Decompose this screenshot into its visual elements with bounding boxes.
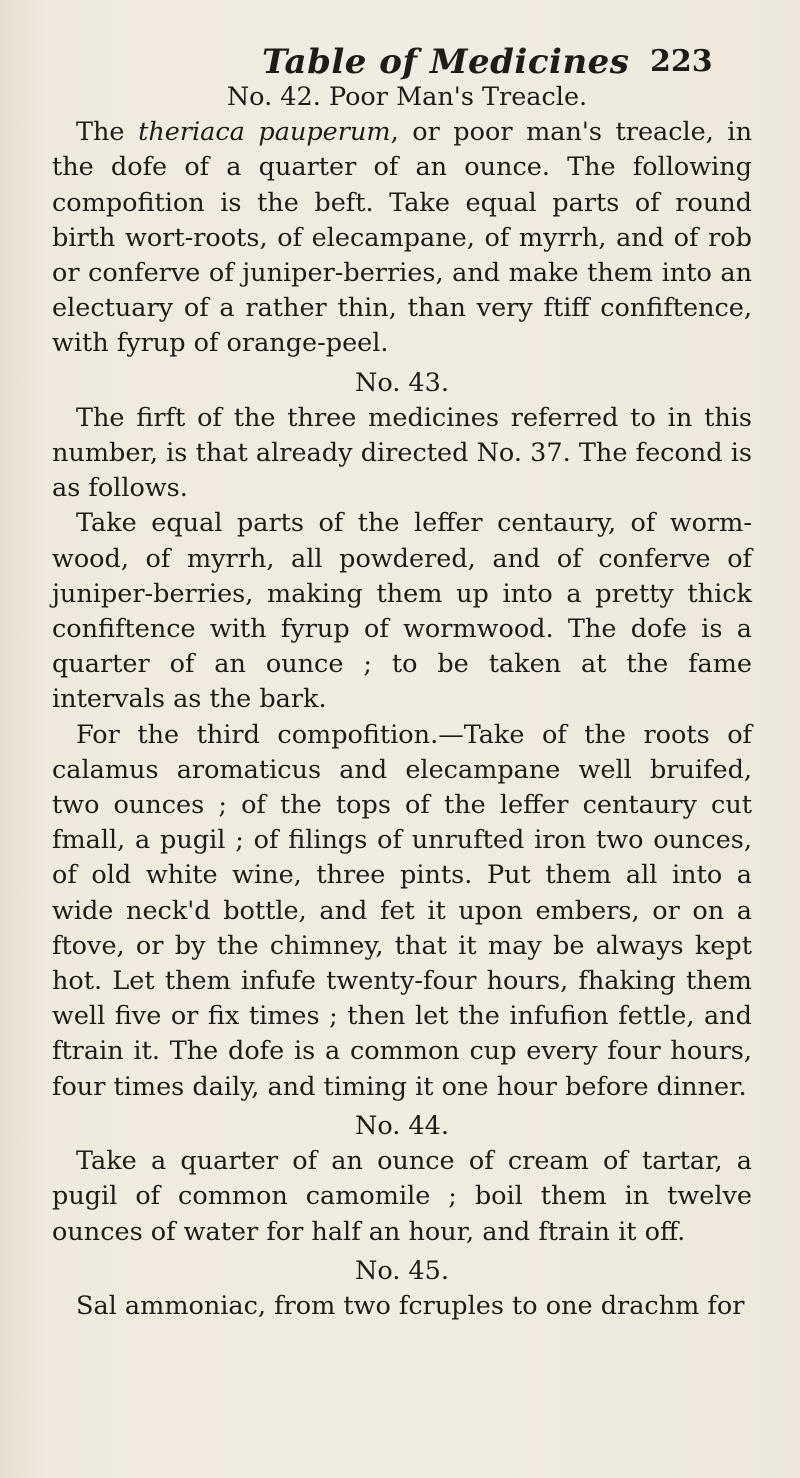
entry-title-no42: No. 42. Poor Man's Treacle. [226,82,588,112]
paragraph-no43-3: For the third compofition.—Take of the roots of calamus aromaticus and elecampane well bruifed, two ounces ; of the tops of the leffer centaury cut fmall, a pugil ; of filings of unrufted iron two ounces, of old white wine, three pints. Put them all into a wide neck'd bottle, and fet it upon embers, or on a ftove, or by the chimney, that it may be always kept hot. Let them infufe twenty-four hours, fhaking them well five or fix times ; then let the infufion fettle, and ftrain it. The dofe is a common cup every four hours, four times daily, and timing it one hour before dinner. [52,719,752,1102]
running-title: Table of Medicines [262,42,630,82]
paragraph-no44: Take a quarter of an ounce of cream of tartar, a pugil of common camomile ; boil them in twelve ounces of water for half an hour, and ftrain it off. [52,1146,752,1247]
entry-heading-no44: No. 44. [355,1110,449,1141]
text-run: The [76,117,139,148]
page-number: 223 [650,44,713,79]
text-run: , or poor man's treacle, in the dofe of a quarter of an ounce. The following compofition is the beft. Take equal parts of round birth wort-roots, of elecampane, of myrrh, and of rob or conferve of juniper-berries, and make them into an electuary of a rather thin, than very ftiff confiftence, with fyrup of orange-peel. [52,117,752,359]
paragraph-no43-1: The firft of the three medicines referred to in this number, is that already directed No. 37. The fecond is as follows. [52,402,752,504]
italic-term: theriaca pauperum [138,117,391,148]
paragraph-no43-2: Take equal parts of the leffer centaury, of wormwood, of myrrh, all powdered, and of conferve of juniper-berries, making them up into a pretty thick confiftence with fyrup of wormwood. The dofe is a quarter of an ounce ; to be taken at the fame intervals as the bark. [52,508,752,715]
page-body [52,80,752,1324]
entry-heading-no45: No. 45. [355,1255,449,1286]
paragraph-no42 [52,115,752,361]
entry-heading-no43: No. 43. [355,367,449,398]
paragraph-no45: Sal ammoniac, from two fcruples to one drachm for [76,1290,745,1321]
